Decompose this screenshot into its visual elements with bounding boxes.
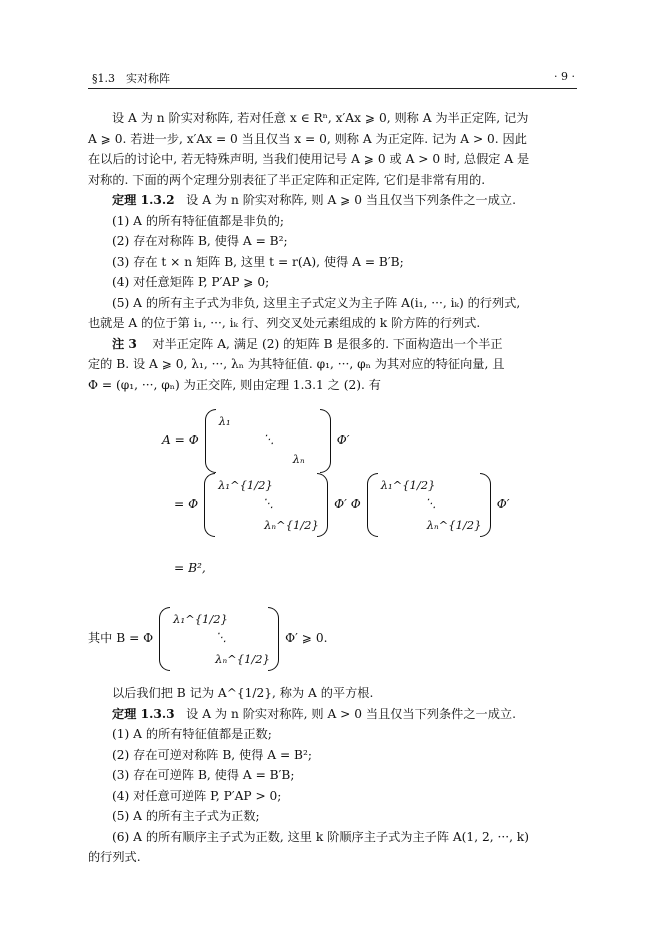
para1-line3: 在以后的讨论中, 若无特殊声明, 当我们使用记号 A ⩾ 0 或 A > 0 时, 总假定 A 是	[88, 152, 530, 166]
page-number: · 9 ·	[554, 70, 575, 83]
theorem-statement: 设 A 为 n 阶实对称阵, 则 A > 0 当且仅当下列条件之一成立.	[186, 706, 516, 721]
matrix-entry: λ₁^{1/2}	[380, 478, 436, 492]
diag-matrix-sqrt-2	[367, 473, 491, 535]
note-3	[88, 334, 578, 355]
b-definition	[88, 607, 578, 673]
b-def-prefix: 其中 B = Φ	[88, 630, 154, 645]
thm2-item: (4) 对任意可逆阵 P, P′AP > 0;	[112, 788, 282, 803]
phi-transpose: Φ′	[336, 432, 350, 447]
equation-row-2	[174, 473, 509, 535]
matrix-dots: ⋱	[424, 496, 437, 510]
equation-row-3	[174, 537, 206, 599]
phi-t-phi: Φ′ Φ	[334, 496, 361, 511]
equation-row-1	[162, 409, 350, 471]
page-header	[88, 66, 577, 89]
para1-line2: A ⩾ 0. 若进一步, x′Ax = 0 当且仅当 x = 0, 则称 A 为正定阵. 记为 A > 0. 因此	[88, 131, 527, 146]
thm1-item: (3) 存在 t × n 矩阵 B, 这里 t = r(A), 使得 A = B′B;	[112, 254, 404, 269]
matrix-dots: ⋱	[262, 432, 275, 446]
note-label: 注 3	[112, 336, 137, 351]
diag-matrix-b	[159, 607, 279, 669]
theorem-label: 定理 1.3.2	[112, 193, 175, 207]
page-body	[88, 108, 578, 868]
thm2-item: (1) A 的所有特征值都是正数;	[112, 727, 272, 741]
matrix-entry: λ₁	[218, 414, 231, 428]
b-def-suffix: Φ′ ⩾ 0.	[285, 630, 328, 645]
diag-matrix-lambda	[205, 409, 331, 471]
square-root-remark: 以后我们把 B 记为 A^{1/2}, 称为 A 的平方根.	[112, 686, 374, 700]
matrix-dots: ⋱	[262, 496, 274, 510]
matrix-entry: λ₁^{1/2}	[173, 612, 228, 626]
matrix-dots: ⋱	[215, 630, 227, 644]
thm1-item: (4) 对任意矩阵 P, P′AP ⩾ 0;	[112, 275, 270, 289]
thm2-item: (5) A 的所有主子式为正数;	[112, 809, 260, 823]
thm1-item: (2) 存在对称阵 B, 使得 A = B²;	[112, 234, 288, 248]
lhs-a-phi: A = Φ	[162, 432, 199, 447]
matrix-entry: λ₁^{1/2}	[218, 478, 273, 492]
theorem-label: 定理 1.3.3	[112, 706, 175, 721]
note-line2: 定的 B. 设 A ⩾ 0, λ₁, ···, λₙ 为其特征值. φ₁, ···, φₙ 为其对应的特征向量, 且	[88, 357, 505, 371]
note-line1: 对半正定阵 A, 满足 (2) 的矩阵 B 是很多的. 下面构造出一个半正	[152, 336, 503, 351]
thm1-continuation: 也就是 A 的位于第 i₁, ···, iₖ 行、列交叉处元素组成的 k 阶方阵的行列式.	[88, 316, 481, 330]
diag-matrix-sqrt-1	[204, 473, 328, 535]
matrix-entry: λₙ^{1/2}	[426, 518, 482, 532]
thm2-item: (2) 存在可逆对称阵 B, 使得 A = B²;	[112, 747, 312, 762]
thm2-item: (6) A 的所有顺序主子式为正数, 这里 k 阶顺序主子式为主子阵 A(1, 2, ···, k)	[112, 829, 529, 844]
matrix-entry: λₙ	[292, 452, 305, 466]
section-title: §1.3 实对称阵	[92, 72, 170, 85]
matrix-entry: λₙ^{1/2}	[264, 518, 319, 532]
matrix-derivation	[88, 399, 578, 599]
thm2-continuation: 的行列式.	[88, 850, 141, 864]
theorem-statement: 设 A 为 n 阶实对称阵, 则 A ⩾ 0 当且仅当下列条件之一成立.	[186, 193, 516, 207]
para1-line1: 设 A 为 n 阶实对称阵, 若对任意 x ∈ Rⁿ, x′Ax ⩾ 0, 则称 A 为半正定阵, 记为	[112, 111, 529, 125]
theorem-1-3-3	[88, 704, 578, 725]
thm2-item: (3) 存在可逆阵 B, 使得 A = B′B;	[112, 768, 295, 782]
eq-b-squared: = B²,	[174, 560, 206, 575]
eq-phi: = Φ	[174, 496, 199, 511]
matrix-entry: λₙ^{1/2}	[215, 652, 270, 666]
para1-line4: 对称的. 下面的两个定理分别表征了半正定阵和正定阵, 它们是非常有用的.	[88, 172, 486, 187]
phi-transpose: Φ′	[496, 496, 510, 511]
thm1-item: (1) A 的所有特征值都是非负的;	[112, 213, 284, 228]
thm1-item: (5) A 的所有主子式为非负, 这里主子式定义为主子阵 A(i₁, ···, iₖ) 的行列式,	[112, 295, 521, 310]
theorem-1-3-2	[88, 190, 578, 211]
note-line3: Φ = (φ₁, ···, φₙ) 为正交阵, 则由定理 1.3.1 之 (2). 有	[88, 377, 381, 392]
